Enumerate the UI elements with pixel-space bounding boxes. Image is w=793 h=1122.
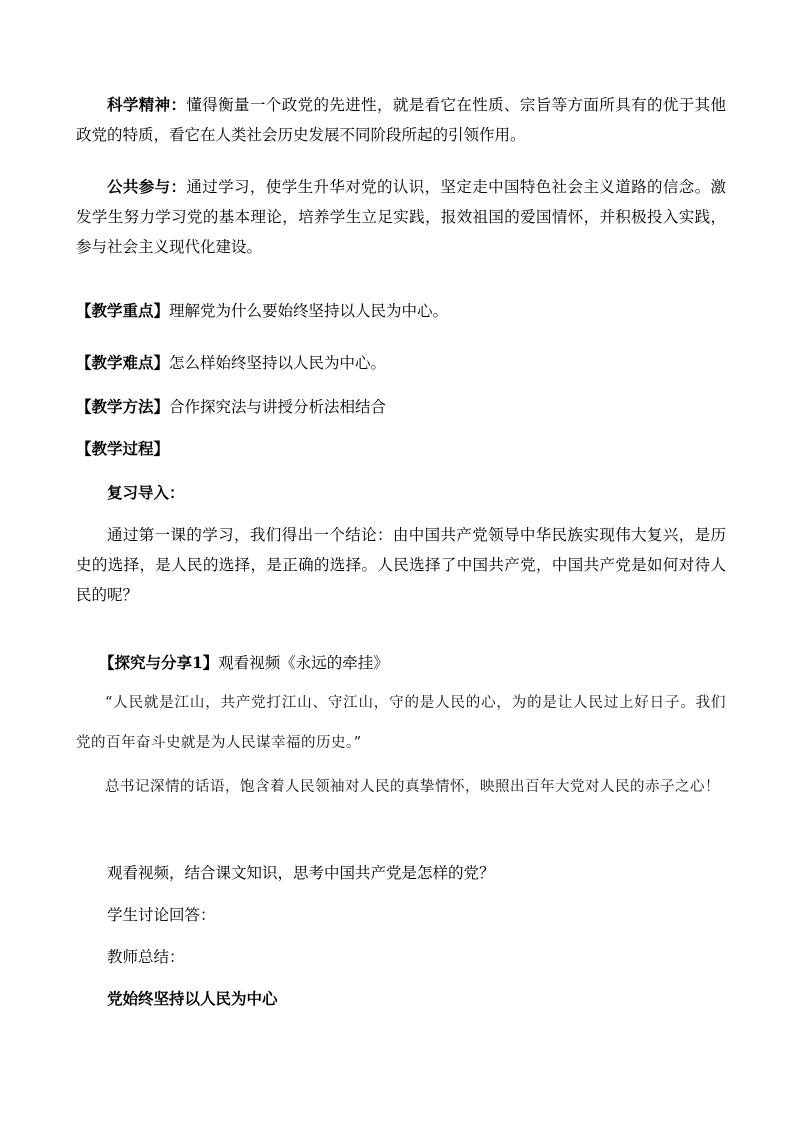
question-line: 观看视频，结合课文知识，思考中国共产党是怎样的党？ <box>107 864 495 882</box>
public-participation-text: 通过学习，使学生升华对党的认识，坚定走中国特色社会主义道路的信念。激发学生努力学习党的基本理论，培养学生立足实践，报效祖国的爱国情怀，并积极投入实践，参与社会主义现代化建设。 <box>76 178 726 256</box>
comment-paragraph: 总书记深情的话语，饱含着人民领袖对人民的真挚情怀，映照出百年大党对人民的赤子之心！ <box>105 779 720 795</box>
difficulty-label: 【教学难点】 <box>76 353 170 372</box>
method-text: 合作探究法与讲授分析法相结合 <box>169 398 387 416</box>
explore-text: 观看视频《永远的牵挂》 <box>218 654 389 672</box>
science-spirit-label: 科学精神： <box>107 95 187 114</box>
teacher-line: 教师总结： <box>107 948 185 966</box>
key-point-line <box>76 296 448 326</box>
method-line <box>76 392 386 422</box>
key-point-text: 理解党为什么要始终坚持以人民为中心。 <box>169 302 449 320</box>
review-heading: 复习导入： <box>107 483 185 502</box>
explore-line <box>99 648 389 678</box>
science-spirit-text: 懂得衡量一个政党的先进性，就是看它在性质、宗旨等方面所具有的优于其他政党的特质，看它在人类社会历史发展不同阶段所起的引领作用。 <box>76 96 726 144</box>
student-line: 学生讨论回答： <box>107 906 216 924</box>
conclusion-heading: 党始终坚持以人民为中心 <box>107 989 278 1008</box>
public-participation-label: 公共参与： <box>107 177 187 196</box>
public-participation-paragraph <box>76 172 726 262</box>
review-paragraph: 通过第一课的学习，我们得出一个结论：由中国共产党领导中华民族实现伟大复兴，是历史的选择，是人民的选择，是正确的选择。人民选择了中国共产党，中国共产党是如何对待人民的呢？ <box>76 526 726 604</box>
method-label: 【教学方法】 <box>76 397 170 416</box>
key-point-label: 【教学重点】 <box>76 301 170 320</box>
quote-paragraph: “人民就是江山，共产党打江山、守江山，守的是人民的心，为的是让人民过上好日子。我们党的百年奋斗史就是为人民谋幸福的历史。” <box>76 695 726 751</box>
difficulty-line <box>76 348 386 378</box>
difficulty-text: 怎么样始终坚持以人民为中心。 <box>169 354 387 372</box>
explore-label: 【探究与分享1】 <box>99 653 219 672</box>
science-spirit-paragraph <box>76 90 726 150</box>
process-heading: 【教学过程】 <box>76 439 170 458</box>
